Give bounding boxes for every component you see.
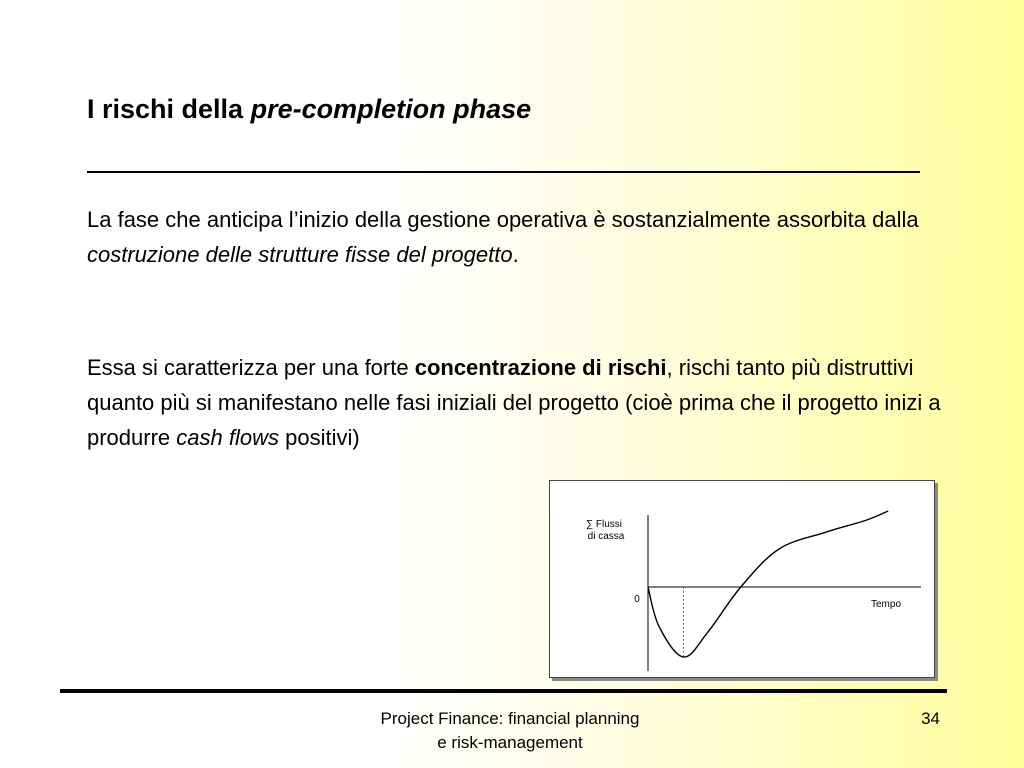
paragraph-1-italic: costruzione delle strutture fisse del progetto — [87, 242, 513, 267]
paragraph-2-bold: concentrazione di rischi — [414, 355, 667, 380]
cumulative-cash-flow-curve — [648, 511, 888, 657]
paragraph-2-text-b: , rischi tanto più distruttivi quanto più si manifestano nelle fasi iniziali del progetto (cioè prima che il progetto inizi a produrre — [87, 355, 941, 450]
paragraph-2-text-a: Essa si caratterizza per una forte — [87, 355, 415, 380]
page-number: 34 — [921, 709, 940, 728]
slide-title-italic: pre-completion phase — [250, 94, 532, 124]
y-axis-label-line2: di cassa — [587, 531, 625, 542]
x-axis-label: Tempo — [870, 599, 902, 610]
slide-title-plain: I rischi della — [87, 94, 251, 124]
chart-svg — [550, 481, 934, 677]
paragraph-2-italic: cash flows — [176, 425, 279, 450]
title-underline — [87, 171, 920, 173]
footer-caption — [340, 707, 680, 755]
paragraph-1-text-b: . — [512, 242, 519, 267]
paragraph-2 — [87, 350, 947, 455]
footer-line-1: Project Finance: financial planning — [380, 709, 640, 728]
paragraph-1-text-a: La fase che anticipa l’inizio della gestione operativa è sostanzialmente assorbita dalla — [87, 207, 919, 232]
y-axis-label-line1: ∑ Flussi — [585, 519, 623, 530]
footer-divider — [60, 689, 947, 693]
paragraph-2-text-c: positivi) — [279, 425, 360, 450]
zero-tick-label: 0 — [634, 594, 640, 605]
paragraph-1 — [87, 202, 947, 272]
footer-line-2: e risk-management — [437, 733, 583, 752]
cash-flow-chart — [549, 480, 935, 678]
slide-title — [87, 94, 531, 125]
